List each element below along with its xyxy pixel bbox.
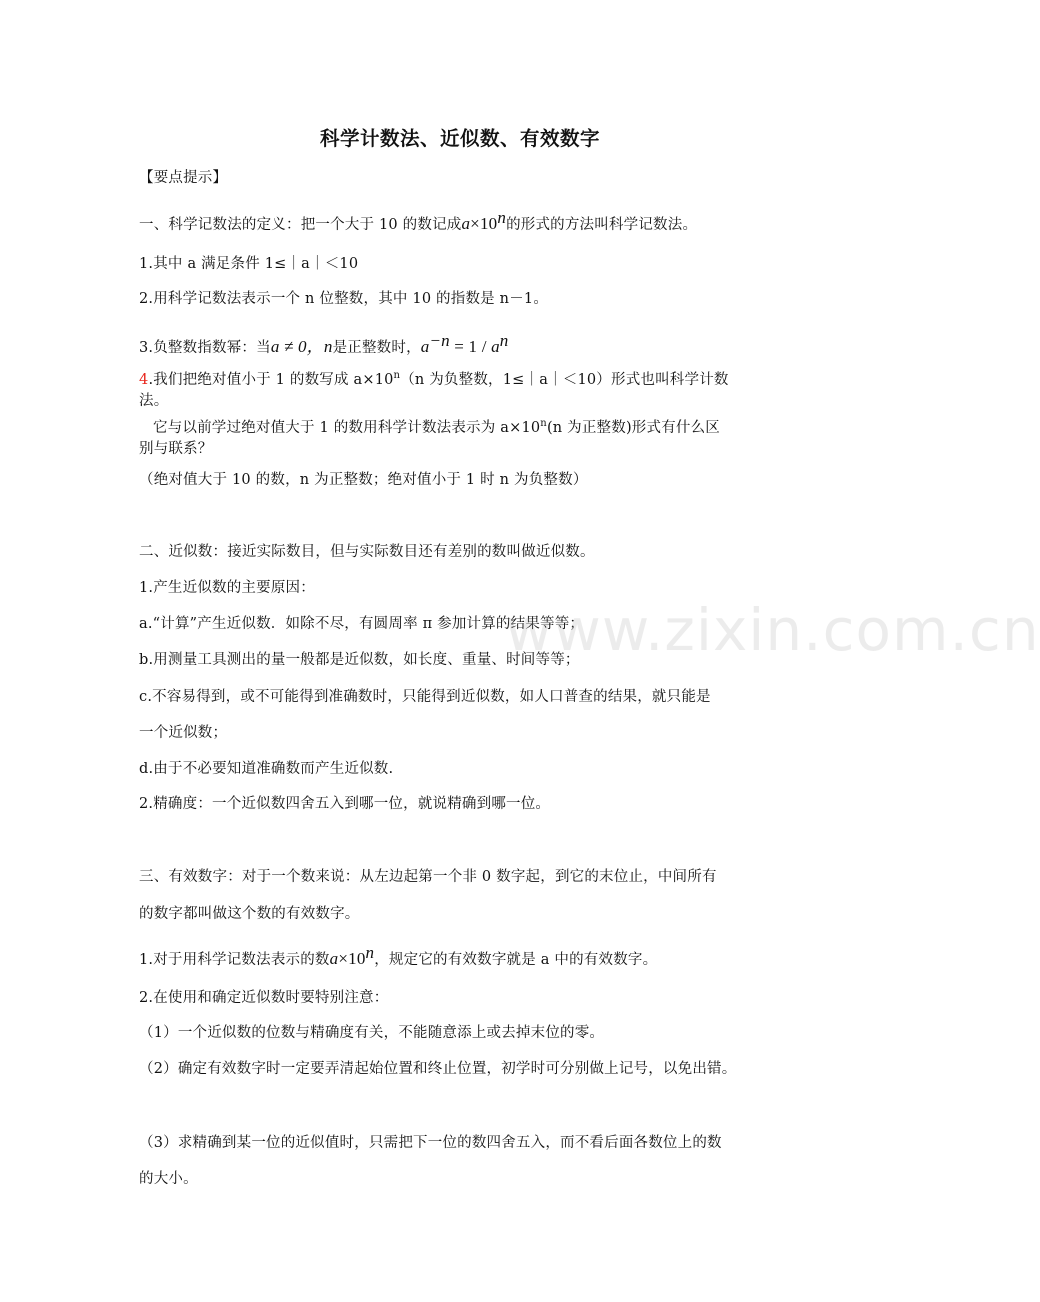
s1-note: （绝对值大于 10 的数，n 为正整数；绝对值小于 1 时 n 为负整数）	[139, 472, 588, 488]
math-times-ten-sig: ×10	[338, 949, 366, 968]
s2-point-a: a.“计算”产生近似数．如除不尽，有圆周率 π 参加计算的结果等等；	[139, 616, 585, 632]
s2-point-b: b.用测量工具测出的量一般都是近似数，如长度、重量、时间等等；	[139, 652, 580, 668]
section-3-heading: 三、有效数字：对于一个数来说：从左边起第一个非 0 数字起，到它的末位止，中间所有	[139, 869, 717, 885]
s3-item-1: （1）一个近似数的位数与精确度有关，不能随意添上或去掉末位的零。	[139, 1025, 605, 1041]
s3-point-1	[139, 943, 658, 970]
s1-point-5	[153, 418, 720, 438]
s1-point-5-cont: 别与联系？	[139, 441, 213, 457]
s1-point-2: 2.用科学记数法表示一个 n 位整数，其中 10 的指数是 n－1。	[139, 291, 549, 307]
s2-point-d: d.由于不必要知道准确数而产生近似数.	[139, 761, 394, 777]
math-eq: = 1 /	[449, 337, 492, 356]
s1-p4-sup: n	[393, 370, 401, 381]
s1-p4-b: （n 为负整数，1≤｜a｜＜10）形式也叫科学计数	[400, 372, 729, 388]
s1-point-3	[139, 331, 509, 358]
s2-point-1: 1.产生近似数的主要原因：	[139, 580, 315, 596]
section-1-heading	[139, 208, 698, 235]
s1-p5-a: 它与以前学过绝对值大于 1 的数用科学计数法表示为 a×10	[153, 420, 541, 436]
page-title: 科学计数法、近似数、有效数字	[319, 127, 600, 150]
math-a: a	[461, 214, 471, 233]
math-n: n	[323, 337, 333, 356]
s1-p3-prefix: 3.负整数指数幂：当	[139, 340, 271, 356]
s1-p3-mid: 是正整数时，	[332, 340, 421, 356]
math-a-sig: a	[329, 949, 339, 968]
s3-p1-suffix: ，规定它的有效数字就是 a 中的有效数字。	[374, 952, 658, 968]
math-exponent-n-sig: n	[365, 943, 375, 962]
math-a-pos: a	[491, 337, 500, 356]
s3-p1-prefix: 1.对于用科学记数法表示的数	[139, 952, 330, 968]
math-exp-neg-n: −n	[429, 331, 450, 350]
s3-point-2: 2.在使用和确定近似数时要特别注意：	[139, 990, 389, 1006]
s2-point-c: c.不容易得到，或不可能得到准确数时，只能得到近似数，如人口普查的结果，就只能是	[139, 689, 711, 705]
s3-item-2: （2）确定有效数字时一定要弄清起始位置和终止位置，初学时可分别做上记号，以免出错。	[139, 1061, 737, 1077]
math-a-neg: a	[420, 337, 430, 356]
s1-p5-b: (n 为正整数)形式有什么区	[546, 420, 720, 436]
s1-heading-suffix: 的形式的方法叫科学记数法。	[506, 217, 698, 233]
s1-point-4-cont: 法。	[139, 393, 169, 409]
section-2-heading: 二、近似数：接近实际数目，但与实际数目还有差别的数叫做近似数。	[139, 544, 595, 560]
math-condition: a ≠ 0，	[270, 337, 324, 356]
s3-item-3: （3）求精确到某一位的近似值时，只需把下一位的数四舍五入，而不看后面各数位上的数	[139, 1135, 722, 1151]
s2-point-2: 2.精确度：一个近似数四舍五入到哪一位，就说精确到哪一位。	[139, 796, 551, 812]
s2-point-c-cont: 一个近似数；	[139, 725, 228, 741]
s1-p5-sup: n	[540, 418, 547, 429]
s1-p4-a: .我们把绝对值小于 1 的数写成 a×10	[148, 372, 394, 388]
s1-heading-prefix: 一、科学记数法的定义：把一个大于 10 的数记成	[139, 217, 462, 233]
math-exp-n: n	[499, 331, 509, 350]
s1-point-1: 1.其中 a 满足条件 1≤｜a｜＜10	[139, 256, 359, 272]
math-exponent-n: n	[497, 208, 507, 227]
s1-point-4	[139, 370, 729, 390]
math-times-ten: ×10	[470, 214, 498, 233]
point-4-number: 4	[139, 372, 149, 388]
section-3-heading-cont: 的数字都叫做这个数的有效数字。	[139, 906, 360, 922]
watermark: www.zixin.com.cn	[505, 596, 1040, 664]
s3-item-3-cont: 的大小。	[139, 1171, 198, 1187]
key-points-header: 【要点提示】	[139, 170, 228, 186]
